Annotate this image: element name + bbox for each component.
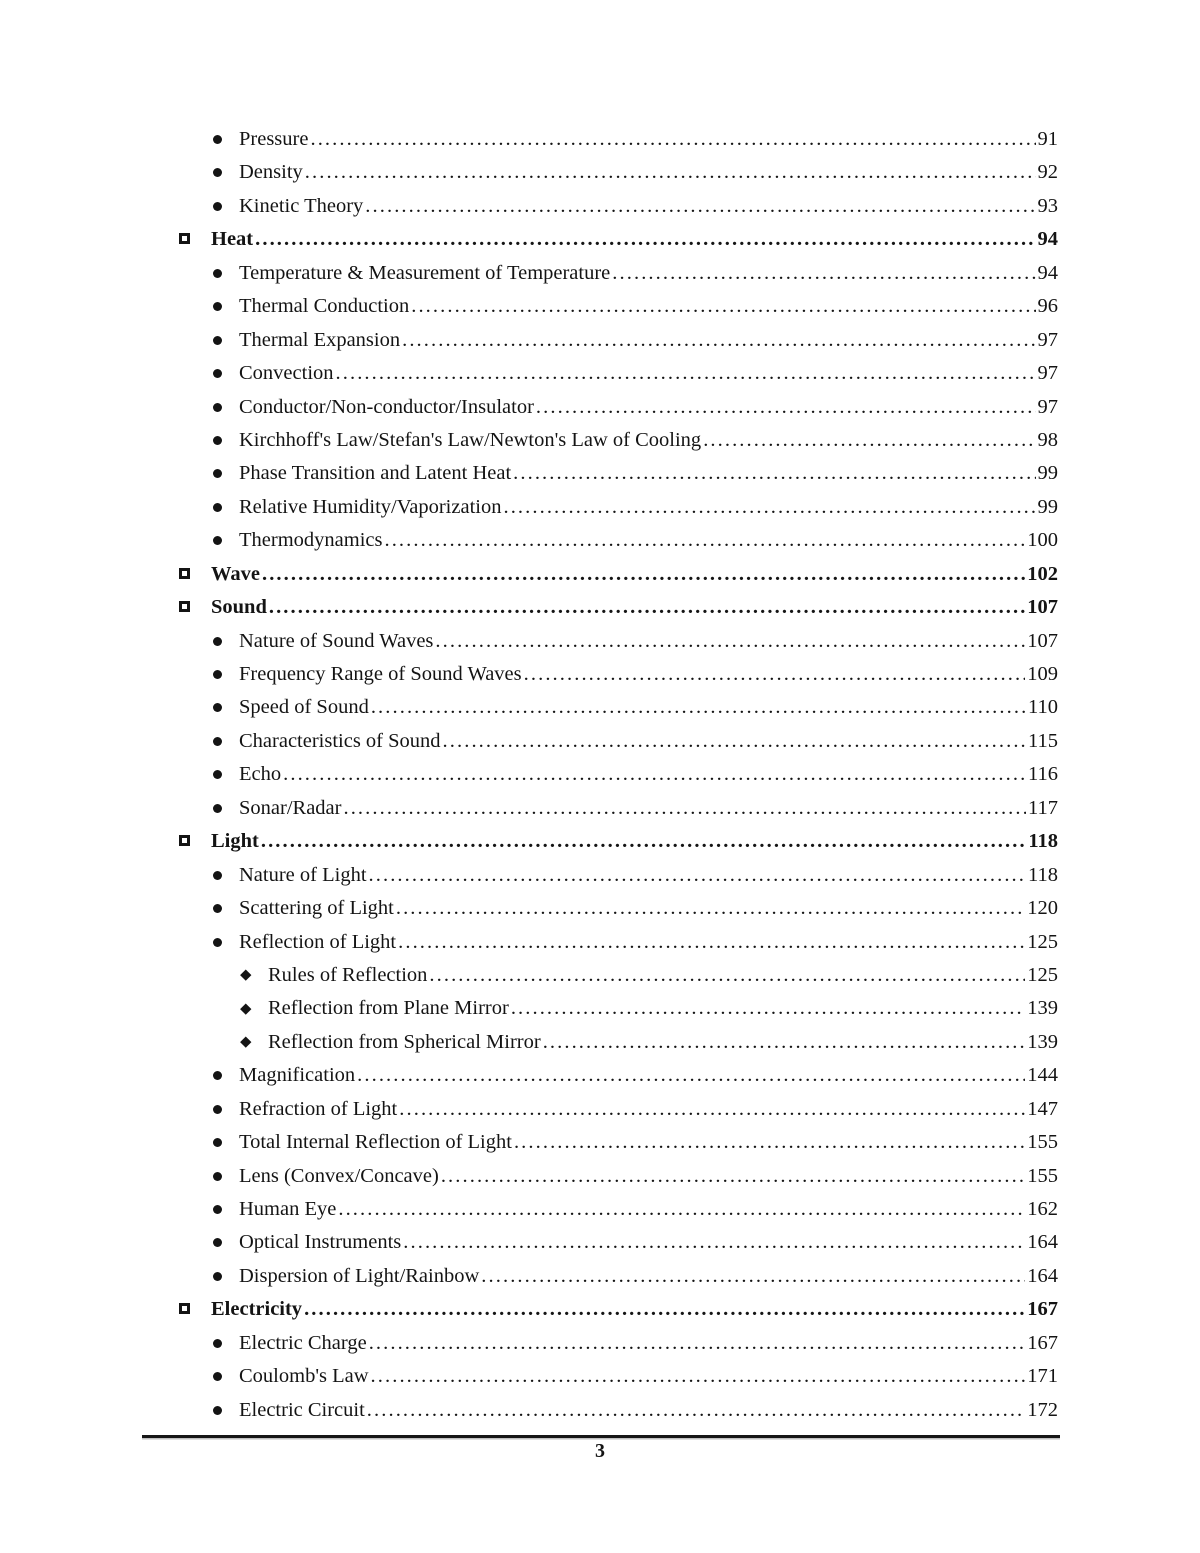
- toc-entry: [142, 1093, 1058, 1126]
- circle-bullet-icon: [213, 391, 239, 424]
- toc-entry-label: Light: [211, 830, 259, 853]
- dot-leader: [612, 257, 1035, 290]
- toc-entry-label: Reflection of Light: [239, 930, 397, 953]
- toc-entry-label: Conductor/Non-conductor/Insulator: [239, 395, 534, 418]
- dot-leader: [255, 223, 1035, 256]
- circle-bullet-icon: [213, 691, 239, 724]
- circle-bullet-icon: [213, 457, 239, 490]
- toc-entry-label: Kinetic Theory: [239, 194, 364, 217]
- toc-entry-page: 172: [1027, 1398, 1058, 1421]
- toc-entry-label: Human Eye: [239, 1198, 337, 1220]
- dot-leader: [443, 725, 1026, 758]
- toc-entry-label: Temperature & Measurement of Temperature: [239, 261, 611, 284]
- circle-bullet-icon: [213, 1059, 239, 1092]
- toc-entry: [142, 1126, 1058, 1159]
- circle-bullet-icon: [213, 1126, 239, 1159]
- toc-entry: [142, 290, 1058, 323]
- circle-bullet-icon: [213, 1226, 239, 1259]
- toc-entry-label: Sound: [211, 596, 267, 619]
- toc-entry-label: Nature of Light: [239, 863, 367, 886]
- dot-leader: [399, 1093, 1025, 1126]
- toc-entry: [142, 324, 1058, 357]
- dot-leader: [357, 1059, 1025, 1092]
- dot-leader: [396, 892, 1025, 925]
- toc-entry: [142, 223, 1058, 256]
- dot-leader: [398, 926, 1025, 959]
- toc-entry-page: 100: [1027, 529, 1058, 552]
- dot-leader: [536, 391, 1036, 424]
- toc-entry: [142, 758, 1058, 791]
- square-bullet-icon: [179, 1293, 211, 1326]
- toc-entry: [142, 892, 1058, 925]
- dot-leader: [543, 1026, 1026, 1059]
- dot-leader: [343, 792, 1026, 825]
- toc-entry: [142, 1260, 1058, 1293]
- toc-entry-label: Electric Circuit: [239, 1398, 365, 1421]
- circle-bullet-icon: [213, 926, 239, 959]
- toc-entry: [142, 792, 1058, 825]
- dot-leader: [367, 1394, 1025, 1427]
- toc-entry-page: 94: [1037, 228, 1058, 251]
- toc-entry: [142, 926, 1058, 959]
- circle-bullet-icon: [213, 1160, 239, 1193]
- toc-entry: [142, 992, 1058, 1025]
- dot-leader: [511, 992, 1025, 1025]
- circle-bullet-icon: [213, 491, 239, 524]
- dot-leader: [304, 1293, 1025, 1326]
- dot-leader: [305, 156, 1036, 189]
- circle-bullet-icon: [213, 792, 239, 825]
- toc-entry: [142, 1327, 1058, 1360]
- toc-entry-label: Rules of Reflection: [268, 963, 428, 986]
- toc-entry-page: 98: [1037, 428, 1058, 451]
- toc-entry-page: 125: [1027, 930, 1058, 953]
- toc-entry-label: Dispersion of Light/Rainbow: [239, 1264, 480, 1287]
- toc-entry-label: Total Internal Reflection of Light: [239, 1131, 512, 1154]
- toc-entry: [142, 725, 1058, 758]
- square-bullet-icon: [179, 558, 211, 591]
- diamond-bullet-icon: [242, 1026, 268, 1059]
- circle-bullet-icon: [213, 257, 239, 290]
- square-bullet-icon: [179, 591, 211, 624]
- dot-leader: [261, 825, 1027, 858]
- toc-entry: [142, 825, 1058, 858]
- circle-bullet-icon: [213, 859, 239, 892]
- toc-entry-label: Reflection from Spherical Mirror: [268, 1030, 541, 1053]
- toc-entry-page: 110: [1028, 696, 1058, 719]
- circle-bullet-icon: [213, 123, 239, 156]
- toc-entry: [142, 1394, 1058, 1427]
- toc-entry-label: Electricity: [211, 1298, 303, 1321]
- toc-list: [142, 123, 1058, 1427]
- toc-entry-page: 99: [1037, 462, 1058, 485]
- dot-leader: [402, 324, 1035, 357]
- toc-entry-page: 139: [1027, 1030, 1058, 1053]
- dot-leader: [441, 1160, 1025, 1193]
- dot-leader: [435, 625, 1025, 658]
- circle-bullet-icon: [213, 156, 239, 189]
- dot-leader: [703, 424, 1035, 457]
- toc-entry-page: 155: [1027, 1164, 1058, 1187]
- toc-entry-page: 164: [1027, 1264, 1058, 1287]
- dot-leader: [310, 123, 1035, 156]
- toc-entry: [142, 625, 1058, 658]
- toc-entry-label: Heat: [211, 228, 254, 251]
- circle-bullet-icon: [213, 658, 239, 691]
- circle-bullet-icon: [213, 725, 239, 758]
- circle-bullet-icon: [213, 758, 239, 791]
- toc-entry: [142, 156, 1058, 189]
- toc-entry-label: Thermodynamics: [239, 529, 383, 552]
- toc-entry-label: Sonar/Radar: [239, 796, 342, 819]
- toc-entry-page: 147: [1027, 1097, 1058, 1120]
- circle-bullet-icon: [213, 1260, 239, 1293]
- dot-leader: [384, 524, 1025, 557]
- toc-entry-page: 155: [1027, 1131, 1058, 1154]
- diamond-bullet-icon: [242, 959, 268, 992]
- dot-leader: [365, 190, 1035, 223]
- toc-entry-label: Kirchhoff's Law/Stefan's Law/Newton's Law of Cooling: [239, 428, 702, 451]
- dot-leader: [338, 1193, 1025, 1226]
- toc-entry-page: 118: [1028, 863, 1058, 886]
- circle-bullet-icon: [213, 1327, 239, 1360]
- toc-entry: [142, 1360, 1058, 1393]
- toc-entry-page: 139: [1027, 997, 1058, 1020]
- dot-leader: [514, 1126, 1025, 1159]
- circle-bullet-icon: [213, 524, 239, 557]
- toc-entry-page: 109: [1027, 663, 1058, 685]
- square-bullet-icon: [179, 825, 211, 858]
- toc-entry: [142, 591, 1058, 624]
- toc-entry-page: 167: [1027, 1331, 1058, 1354]
- dot-leader: [503, 491, 1035, 524]
- toc-entry: [142, 558, 1058, 591]
- toc-entry-page: 107: [1027, 596, 1058, 619]
- toc-entry: [142, 859, 1058, 892]
- dot-leader: [369, 859, 1026, 892]
- toc-entry-page: 162: [1027, 1198, 1058, 1220]
- dot-leader: [524, 658, 1026, 691]
- toc-entry-label: Thermal Conduction: [239, 295, 410, 318]
- toc-entry-page: 117: [1028, 796, 1058, 819]
- toc-entry-label: Pressure: [239, 128, 309, 150]
- dot-leader: [513, 457, 1035, 490]
- toc-entry-page: 164: [1027, 1231, 1058, 1254]
- toc-entry: [142, 524, 1058, 557]
- circle-bullet-icon: [213, 892, 239, 925]
- toc-entry-page: 97: [1037, 328, 1058, 351]
- toc-entry-label: Phase Transition and Latent Heat: [239, 462, 512, 485]
- footer-rule: [142, 1435, 1060, 1438]
- circle-bullet-icon: [213, 424, 239, 457]
- toc-entry-page: 94: [1037, 261, 1058, 284]
- toc-entry-label: Coulomb's Law: [239, 1365, 369, 1388]
- toc-entry-label: Frequency Range of Sound Waves: [239, 663, 522, 685]
- footer-page-number: 3: [595, 1440, 605, 1462]
- toc-entry: [142, 357, 1058, 390]
- toc-entry-page: 99: [1037, 495, 1058, 518]
- toc-entry-page: 91: [1037, 128, 1058, 150]
- toc-entry: [142, 190, 1058, 223]
- circle-bullet-icon: [213, 1360, 239, 1393]
- dot-leader: [336, 357, 1036, 390]
- toc-entry-label: Reflection from Plane Mirror: [268, 997, 509, 1020]
- toc-entry-label: Optical Instruments: [239, 1231, 402, 1254]
- toc-entry-page: 116: [1028, 763, 1058, 786]
- toc-entry: [142, 491, 1058, 524]
- toc-entry-page: 97: [1037, 362, 1058, 385]
- toc-entry-label: Lens (Convex/Concave): [239, 1164, 439, 1187]
- dot-leader: [429, 959, 1025, 992]
- toc-entry: [142, 959, 1058, 992]
- toc-entry-label: Density: [239, 161, 303, 184]
- dot-leader: [411, 290, 1035, 323]
- toc-entry: [142, 1193, 1058, 1226]
- dot-leader: [269, 591, 1025, 624]
- dot-leader: [371, 1360, 1026, 1393]
- toc-entry-label: Wave: [211, 562, 260, 585]
- toc-entry: [142, 1226, 1058, 1259]
- toc-entry-label: Relative Humidity/Vaporization: [239, 495, 502, 518]
- toc-entry-page: 167: [1027, 1298, 1058, 1321]
- toc-entry-page: 115: [1028, 729, 1058, 752]
- dot-leader: [403, 1226, 1025, 1259]
- toc-entry: [142, 1293, 1058, 1326]
- toc-entry-page: 92: [1037, 161, 1058, 184]
- circle-bullet-icon: [213, 625, 239, 658]
- circle-bullet-icon: [213, 1394, 239, 1427]
- toc-entry-page: 171: [1027, 1365, 1058, 1388]
- toc-entry-label: Echo: [239, 763, 282, 786]
- dot-leader: [369, 1327, 1026, 1360]
- toc-entry-page: 120: [1027, 897, 1058, 920]
- toc-entry-label: Scattering of Light: [239, 897, 394, 920]
- toc-entry: [142, 257, 1058, 290]
- circle-bullet-icon: [213, 290, 239, 323]
- circle-bullet-icon: [213, 1193, 239, 1226]
- toc-entry-page: 125: [1027, 963, 1058, 986]
- toc-entry-page: 107: [1027, 629, 1058, 652]
- toc-entry-label: Nature of Sound Waves: [239, 629, 434, 652]
- toc-entry: [142, 1059, 1058, 1092]
- dot-leader: [371, 691, 1026, 724]
- toc-entry-page: 118: [1028, 830, 1058, 853]
- circle-bullet-icon: [213, 324, 239, 357]
- circle-bullet-icon: [213, 357, 239, 390]
- dot-leader: [262, 558, 1025, 591]
- toc-entry-label: Characteristics of Sound: [239, 729, 441, 752]
- toc-entry-label: Electric Charge: [239, 1331, 367, 1354]
- toc-entry: [142, 391, 1058, 424]
- toc-entry: [142, 424, 1058, 457]
- toc-entry-page: 144: [1027, 1064, 1058, 1087]
- toc-entry-page: 93: [1037, 194, 1058, 217]
- toc-entry: [142, 457, 1058, 490]
- circle-bullet-icon: [213, 1093, 239, 1126]
- toc-entry-label: Convection: [239, 362, 334, 385]
- toc-entry: [142, 691, 1058, 724]
- toc-entry-label: Magnification: [239, 1064, 356, 1087]
- square-bullet-icon: [179, 223, 211, 256]
- toc-entry: [142, 123, 1058, 156]
- toc-entry-label: Refraction of Light: [239, 1097, 398, 1120]
- toc-entry-page: 96: [1037, 295, 1058, 318]
- toc-entry: [142, 1026, 1058, 1059]
- toc-entry: [142, 1160, 1058, 1193]
- toc-entry: [142, 658, 1058, 691]
- circle-bullet-icon: [213, 190, 239, 223]
- dot-leader: [481, 1260, 1025, 1293]
- dot-leader: [283, 758, 1026, 791]
- toc-entry-page: 102: [1027, 562, 1058, 585]
- diamond-bullet-icon: [242, 992, 268, 1025]
- toc-entry-label: Speed of Sound: [239, 696, 369, 719]
- toc-entry-label: Thermal Expansion: [239, 328, 401, 351]
- toc-entry-page: 97: [1037, 395, 1058, 418]
